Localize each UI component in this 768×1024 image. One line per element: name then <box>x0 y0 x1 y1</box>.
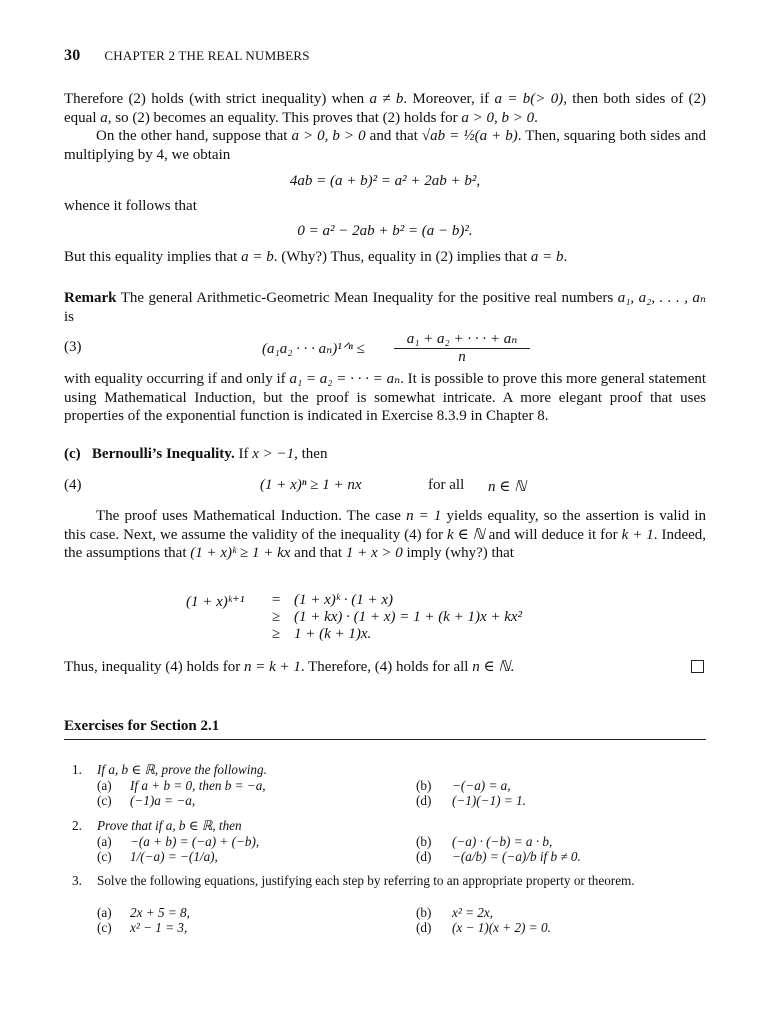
exercise-2-stem: Prove that if a, b ∈ ℝ, then <box>97 818 242 833</box>
equation-number-4: (4) <box>64 477 82 493</box>
exercise-2b: (−a) · (−b) = a · b, <box>452 834 553 849</box>
exercise-1c: (−1)a = −a, <box>130 793 196 808</box>
equation-number-3: (3) <box>64 339 82 355</box>
exercises-heading: Exercises for Section 2.1 <box>64 718 220 734</box>
running-header <box>64 47 310 65</box>
exercise-1d: (−1)(−1) = 1. <box>452 793 526 808</box>
exercise-1-number: 1. <box>72 762 82 777</box>
exercise-2c: 1/(−a) = −(1/a), <box>130 849 218 864</box>
exercise-3a: 2x + 5 = 8, <box>130 905 190 920</box>
chapter-title: CHAPTER 2 THE REAL NUMBERS <box>104 48 310 63</box>
whence-text: whence it follows that <box>64 198 197 214</box>
exercise-1c-label: (c) <box>97 793 112 808</box>
exercise-3-stem: Solve the following equations, justifying each step by referring to an appropriate property or theorem. <box>97 873 635 888</box>
qed-box-icon <box>691 660 704 673</box>
bernoulli-equation: (1 + x)ⁿ ≥ 1 + nx <box>260 477 362 493</box>
exercises-rule <box>64 739 706 740</box>
exercise-2d: −(a/b) = (−a)/b if b ≠ 0. <box>452 849 581 864</box>
thus-paragraph: Thus, inequality (4) holds for n = k + 1. Therefore, (4) holds for all n ∈ ℕ. <box>64 659 515 675</box>
paragraph-other-hand: On the other hand, suppose that a > 0, b > 0 and that √ab = ½(a + b). Then, squaring both sides and multiplying by 4, we obtain <box>64 128 706 163</box>
equation-zero: 0 = a² − 2ab + b² = (a − b)². <box>297 223 473 239</box>
exercise-3a-label: (a) <box>97 905 112 920</box>
exercise-3c-label: (c) <box>97 920 112 935</box>
align-row-1: (1 + x)ᵏ · (1 + x) <box>294 592 394 608</box>
remark-paragraph: Remark The general Arithmetic-Geometric Mean Inequality for the positive real numbers a₁, a₂, . . . , aₙ is <box>64 290 706 325</box>
align-row-3: 1 + (k + 1)x. <box>294 626 372 642</box>
exercise-2a: −(a + b) = (−a) + (−b), <box>130 834 260 849</box>
exercise-1a: If a + b = 0, then b = −a, <box>130 778 266 793</box>
exercise-2a-label: (a) <box>97 834 112 849</box>
exercise-1a-label: (a) <box>97 778 112 793</box>
align-lhs: (1 + x)ᵏ⁺¹ <box>186 594 245 610</box>
intro-paragraphs <box>64 90 706 164</box>
remark-label: Remark <box>64 290 117 306</box>
amgm-left: (a₁a₂ · · · aₙ)¹ᐟⁿ ≤ <box>262 341 365 357</box>
exercise-1d-label: (d) <box>416 793 432 808</box>
exercise-2d-label: (d) <box>416 849 432 864</box>
proof-paragraph: The proof uses Mathematical Induction. The case n = 1 yields equality, so the assertion is valid in this case. Next, we assume the validity of the inequality (4) for k ∈ ℕ and will deduce it for k + 1. Indeed, the assumptions that (1 + x)ᵏ ≥ 1 + kx and that 1 + x > 0 imply (why?) that <box>64 508 707 561</box>
exercise-2b-label: (b) <box>416 834 432 849</box>
equation-4ab: 4ab = (a + b)² = a² + 2ab + b², <box>289 173 481 189</box>
amgm-numerator: a₁ + a₂ + · · · + aₙ <box>406 331 518 347</box>
bernoulli-title: Bernoulli’s Inequality. <box>91 446 235 462</box>
align-op-2: ≥ <box>272 609 281 625</box>
page-number: 30 <box>64 47 81 64</box>
remark-continuation: with equality occurring if and only if a₁ = a₂ = · · · = aₙ. It is possible to prove this more general statement using Mathematical Induction, but the proof is somewhat intricate. A more elegant proof that uses properties of the exponential function is indicated in Exercise 8.3.9 in Chapter 8. <box>64 371 707 424</box>
bernoulli-heading: (c) Bernoulli’s Inequality. If x > −1, then <box>64 446 328 462</box>
exercise-3-number: 3. <box>72 873 82 888</box>
exercise-2-number: 2. <box>72 818 82 833</box>
paragraph-strict-inequality: Therefore (2) holds (with strict inequality) when a ≠ b. Moreover, if a = b(> 0), then both sides of (2) equal a, so (2) becomes an equality. This proves that (2) holds for a > 0, b > 0. <box>64 91 706 126</box>
exercise-3d: (x − 1)(x + 2) = 0. <box>452 920 551 935</box>
n-in-naturals: n ∈ ℕ <box>488 479 527 495</box>
align-op-3: ≥ <box>272 626 281 642</box>
but-paragraph: But this equality implies that a = b. (Why?) Thus, equality in (2) implies that a = b. <box>64 249 568 265</box>
amgm-denominator: n <box>458 349 466 365</box>
align-op-1: = <box>272 592 281 608</box>
exercise-3c: x² − 1 = 3, <box>130 920 188 935</box>
exercise-3d-label: (d) <box>416 920 432 935</box>
exercise-1b: −(−a) = a, <box>452 778 511 793</box>
exercise-2c-label: (c) <box>97 849 112 864</box>
exercise-1b-label: (b) <box>416 778 432 793</box>
for-all-text: for all <box>428 477 465 493</box>
exercise-3b: x² = 2x, <box>452 905 494 920</box>
align-row-2: (1 + kx) · (1 + x) = 1 + (k + 1)x + kx² <box>294 609 523 625</box>
exercise-1-stem: If a, b ∈ ℝ, prove the following. <box>97 762 267 777</box>
exercise-3b-label: (b) <box>416 905 432 920</box>
